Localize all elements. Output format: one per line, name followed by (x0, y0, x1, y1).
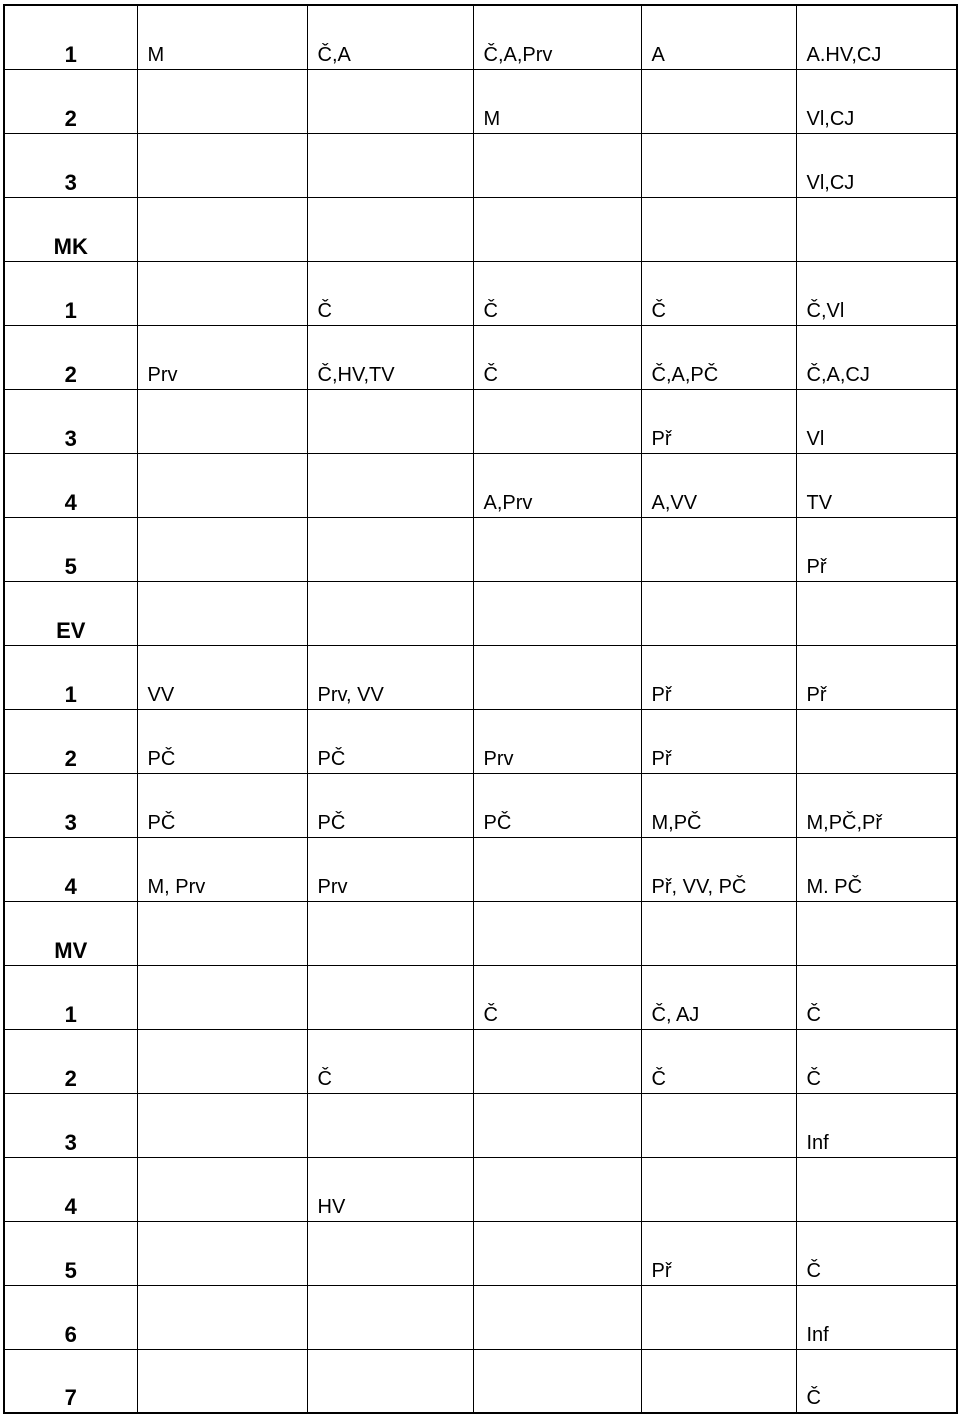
table-cell: A,VV (641, 453, 796, 517)
table-cell (473, 1029, 641, 1093)
table-cell: PČ (137, 773, 307, 837)
table-cell: Vl,CJ (796, 69, 957, 133)
table-cell (796, 197, 957, 261)
table-row (4, 1349, 957, 1413)
table-cell: A.HV,CJ (796, 5, 957, 69)
row-label: 3 (4, 389, 137, 453)
table-cell: Č (641, 1029, 796, 1093)
table-cell (796, 901, 957, 965)
row-label: 5 (4, 1221, 137, 1285)
table-cell (307, 453, 473, 517)
table-cell: Č,A,Prv (473, 5, 641, 69)
table-row (4, 453, 957, 517)
table-cell: Prv (473, 709, 641, 773)
table-row (4, 1285, 957, 1349)
table-cell: M (137, 5, 307, 69)
table-cell: Č (307, 261, 473, 325)
table-cell: PČ (137, 709, 307, 773)
table-row (4, 5, 957, 69)
table-cell: PČ (307, 773, 473, 837)
table-row (4, 325, 957, 389)
table-row (4, 709, 957, 773)
table-cell: Č,A,PČ (641, 325, 796, 389)
table-cell (307, 1285, 473, 1349)
table-row (4, 1029, 957, 1093)
table-cell: TV (796, 453, 957, 517)
table-cell (473, 389, 641, 453)
table-cell (137, 1349, 307, 1413)
row-label: 3 (4, 133, 137, 197)
table-cell (137, 1285, 307, 1349)
table-cell (473, 1285, 641, 1349)
table-cell: Č,Vl (796, 261, 957, 325)
table-cell: HV (307, 1157, 473, 1221)
table-cell: Č (473, 261, 641, 325)
table-cell (473, 1093, 641, 1157)
table-cell (796, 1157, 957, 1221)
table-cell: Př (641, 389, 796, 453)
table-cell (641, 1349, 796, 1413)
row-label: 1 (4, 965, 137, 1029)
table-cell: Prv, VV (307, 645, 473, 709)
table-row (4, 773, 957, 837)
table-cell (307, 517, 473, 581)
table-cell (473, 901, 641, 965)
row-label: EV (4, 581, 137, 645)
table-cell (473, 645, 641, 709)
table-cell (137, 1029, 307, 1093)
table-cell: Prv (307, 837, 473, 901)
table-row (4, 133, 957, 197)
table-cell (307, 389, 473, 453)
table-row (4, 965, 957, 1029)
table-cell: Č (473, 325, 641, 389)
table-cell (137, 261, 307, 325)
table-cell (307, 965, 473, 1029)
table-cell (137, 1157, 307, 1221)
table-cell: Č (796, 1221, 957, 1285)
table-cell (307, 133, 473, 197)
row-label: 2 (4, 325, 137, 389)
table-cell (473, 197, 641, 261)
table-cell (473, 1349, 641, 1413)
table-cell: VV (137, 645, 307, 709)
table-cell: Př (641, 1221, 796, 1285)
table-cell: Inf (796, 1285, 957, 1349)
table-cell (137, 965, 307, 1029)
table-cell (137, 901, 307, 965)
table-cell: Př, VV, PČ (641, 837, 796, 901)
schedule-body (4, 5, 957, 1413)
table-row (4, 1093, 957, 1157)
table-row (4, 901, 957, 965)
row-label: 6 (4, 1285, 137, 1349)
table-cell: Př (641, 709, 796, 773)
table-cell (473, 133, 641, 197)
table-cell: PČ (473, 773, 641, 837)
table-cell: Č (307, 1029, 473, 1093)
table-cell: A (641, 5, 796, 69)
table-cell: Č, AJ (641, 965, 796, 1029)
table-cell (307, 1093, 473, 1157)
table-cell (641, 197, 796, 261)
row-label: 5 (4, 517, 137, 581)
table-cell: Prv (137, 325, 307, 389)
row-label: 2 (4, 709, 137, 773)
table-row (4, 581, 957, 645)
row-label: 1 (4, 5, 137, 69)
row-label: MK (4, 197, 137, 261)
table-cell: PČ (307, 709, 473, 773)
table-row (4, 645, 957, 709)
table-cell: M (473, 69, 641, 133)
table-cell (137, 69, 307, 133)
table-cell: Č,HV,TV (307, 325, 473, 389)
table-cell: Č,A,CJ (796, 325, 957, 389)
table-cell (473, 1157, 641, 1221)
table-cell (473, 581, 641, 645)
table-cell: M. PČ (796, 837, 957, 901)
table-cell (307, 197, 473, 261)
table-cell (641, 517, 796, 581)
row-label: 4 (4, 837, 137, 901)
row-label: 1 (4, 645, 137, 709)
table-cell (641, 1093, 796, 1157)
table-cell (137, 581, 307, 645)
table-cell: Inf (796, 1093, 957, 1157)
row-label: 4 (4, 453, 137, 517)
table-cell: Vl (796, 389, 957, 453)
table-row (4, 517, 957, 581)
table-row (4, 1157, 957, 1221)
table-cell (473, 517, 641, 581)
table-cell (641, 69, 796, 133)
table-row (4, 261, 957, 325)
table-cell: Př (796, 517, 957, 581)
table-cell (137, 1221, 307, 1285)
table-cell (641, 901, 796, 965)
table-cell (137, 1093, 307, 1157)
table-cell (796, 581, 957, 645)
table-cell (473, 837, 641, 901)
table-row (4, 1221, 957, 1285)
table-cell: M,PČ,Př (796, 773, 957, 837)
table-cell: Č (473, 965, 641, 1029)
table-row (4, 197, 957, 261)
table-cell (137, 197, 307, 261)
table-cell (307, 1221, 473, 1285)
row-label: 2 (4, 1029, 137, 1093)
table-cell: Př (796, 645, 957, 709)
row-label: 4 (4, 1157, 137, 1221)
table-cell: Č (796, 1029, 957, 1093)
table-cell: M, Prv (137, 837, 307, 901)
table-row (4, 389, 957, 453)
table-cell (307, 581, 473, 645)
schedule-table (3, 4, 958, 1414)
table-cell: Č (796, 965, 957, 1029)
table-row (4, 837, 957, 901)
table-cell (307, 901, 473, 965)
table-cell: Č (641, 261, 796, 325)
table-cell (137, 133, 307, 197)
row-label: 7 (4, 1349, 137, 1413)
table-cell (473, 1221, 641, 1285)
table-cell: A,Prv (473, 453, 641, 517)
table-cell: M,PČ (641, 773, 796, 837)
table-cell: Č,A (307, 5, 473, 69)
table-cell (641, 1285, 796, 1349)
table-cell (307, 1349, 473, 1413)
table-cell (137, 389, 307, 453)
row-label: 1 (4, 261, 137, 325)
table-row (4, 69, 957, 133)
table-cell: Vl,CJ (796, 133, 957, 197)
table-cell: Č (796, 1349, 957, 1413)
row-label: 3 (4, 1093, 137, 1157)
table-cell (137, 517, 307, 581)
row-label: 2 (4, 69, 137, 133)
table-cell (641, 1157, 796, 1221)
table-cell (796, 709, 957, 773)
row-label: 3 (4, 773, 137, 837)
table-cell (137, 453, 307, 517)
table-cell: Př (641, 645, 796, 709)
row-label: MV (4, 901, 137, 965)
table-cell (307, 69, 473, 133)
table-cell (641, 581, 796, 645)
table-cell (641, 133, 796, 197)
